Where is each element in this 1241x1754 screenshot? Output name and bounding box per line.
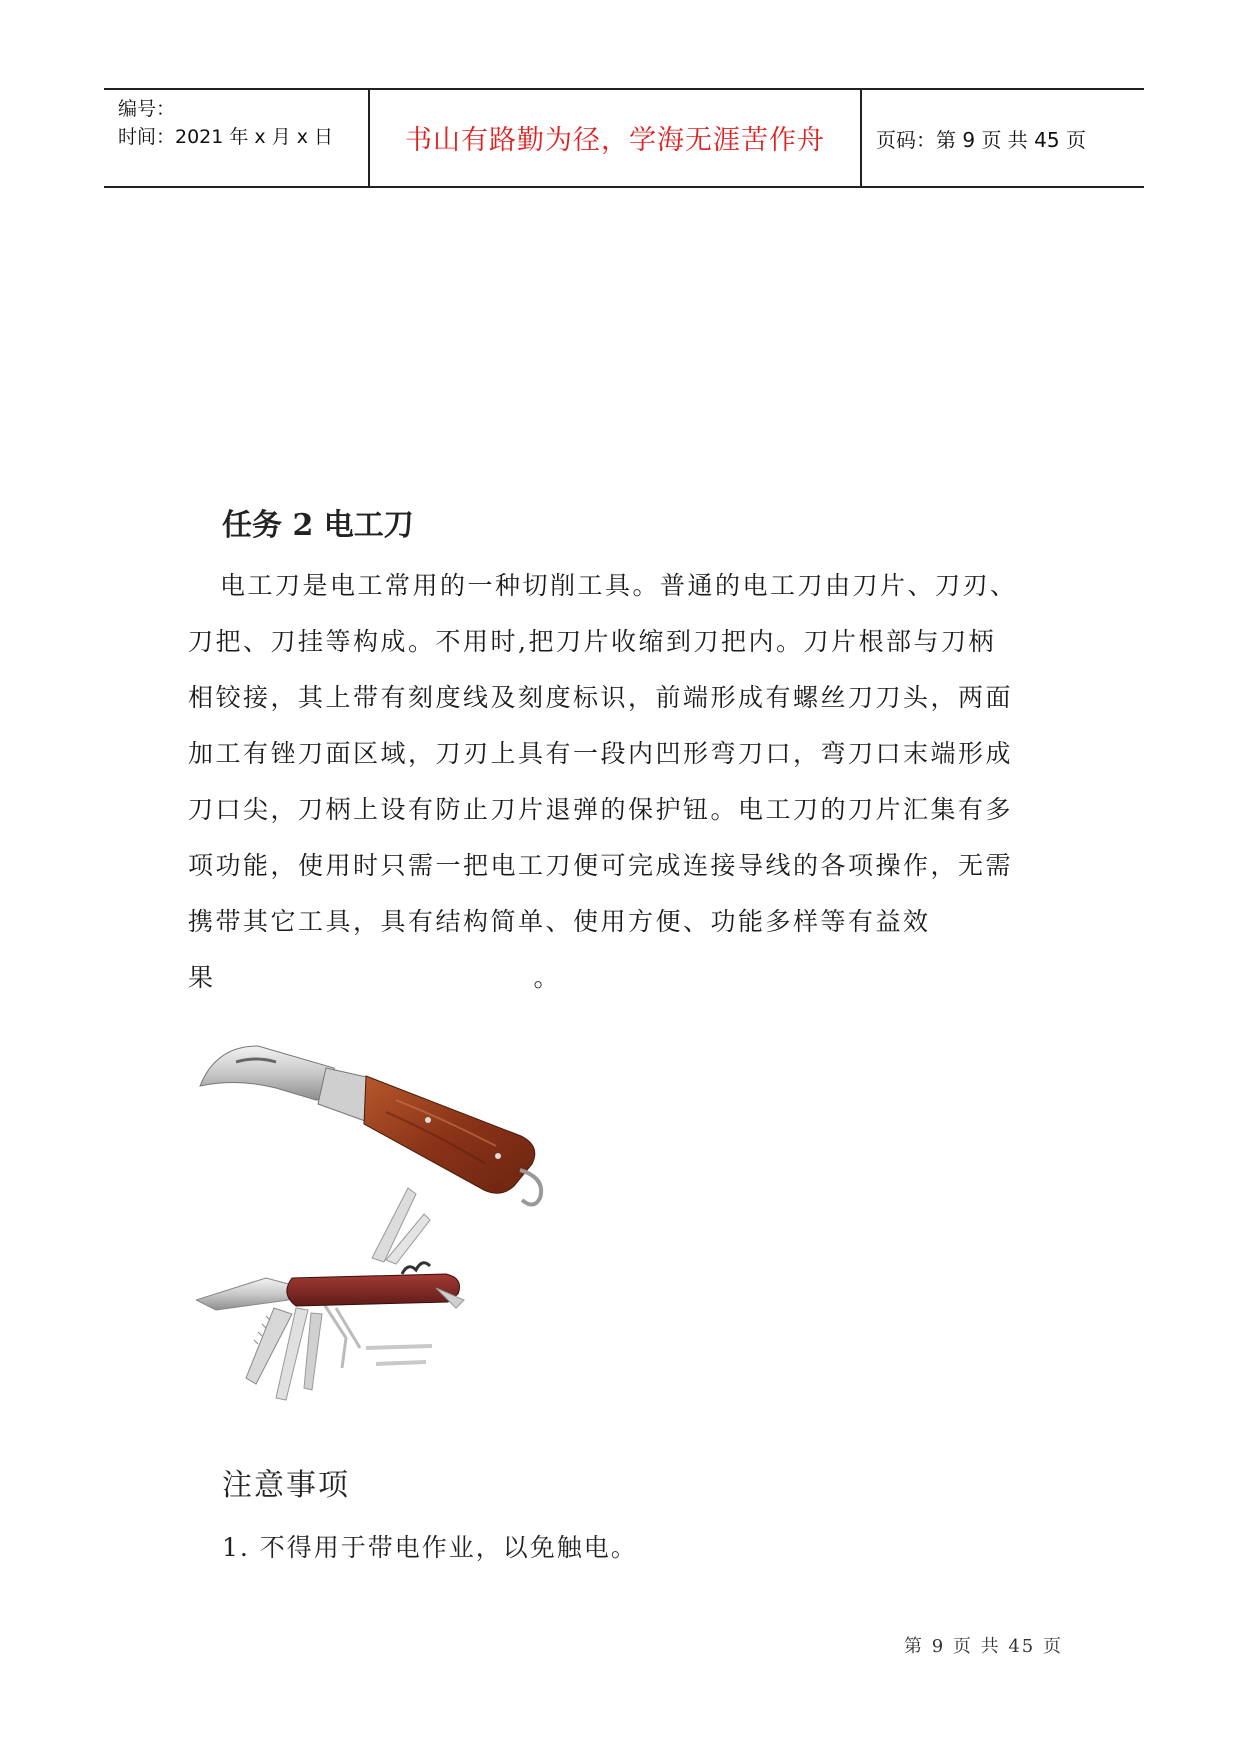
header-info-cell [104,90,370,186]
paragraph-line: 加工有锉刀面区域，刀刃上具有一段内凹形弯刀口，弯刀口末端形成 [188,739,1014,768]
notes-heading: 注意事项 [222,1468,350,1503]
time-label: 时间：2021 年 x 月 x 日 [118,126,334,148]
motto: 书山有路勤为径，学海无涯苦作舟 [405,125,825,156]
header-motto-cell [370,90,862,186]
paragraph-last-line [188,950,1088,1006]
last-line-end: 。 [533,963,562,992]
hook-blade-knife [200,1046,541,1205]
note-item-1: 1. 不得用于带电作业，以免触电。 [222,1533,638,1562]
page-footer: 第 9 页 共 45 页 [904,1636,1063,1657]
number-label: 编号： [118,98,176,120]
section-title: 任务 2 电工刀 [222,508,414,543]
paragraph-line: 相铰接，其上带有刻度线及刻度标识，前端形成有螺丝刀刀头，两面 [188,683,1014,712]
header-page-cell [862,90,1144,186]
body-paragraph [188,558,1088,1006]
paragraph-line: 刀把、刀挂等构成。不用时,把刀片收缩到刀把内。刀片根部与刀柄 [188,627,996,656]
paragraph-line: 项功能，使用时只需一把电工刀便可完成连接导线的各项操作，无需 [188,851,1014,880]
electrician-knife-image [196,1038,624,1408]
page-label: 页码：第 9 页 共 45 页 [876,128,1086,152]
multi-tool-knife [196,1188,464,1400]
last-line-start: 果 [188,963,216,992]
paragraph-line: 刀口尖，刀柄上设有防止刀片退弹的保护钮。电工刀的刀片汇集有多 [188,795,1014,824]
document-header [104,88,1144,188]
paragraph-line: 电工刀是电工常用的一种切削工具。普通的电工刀由刀片、刀刃、 [220,571,1018,600]
paragraph-line: 携带其它工具，具有结构简单、使用方便、功能多样等有益效 [188,907,931,936]
